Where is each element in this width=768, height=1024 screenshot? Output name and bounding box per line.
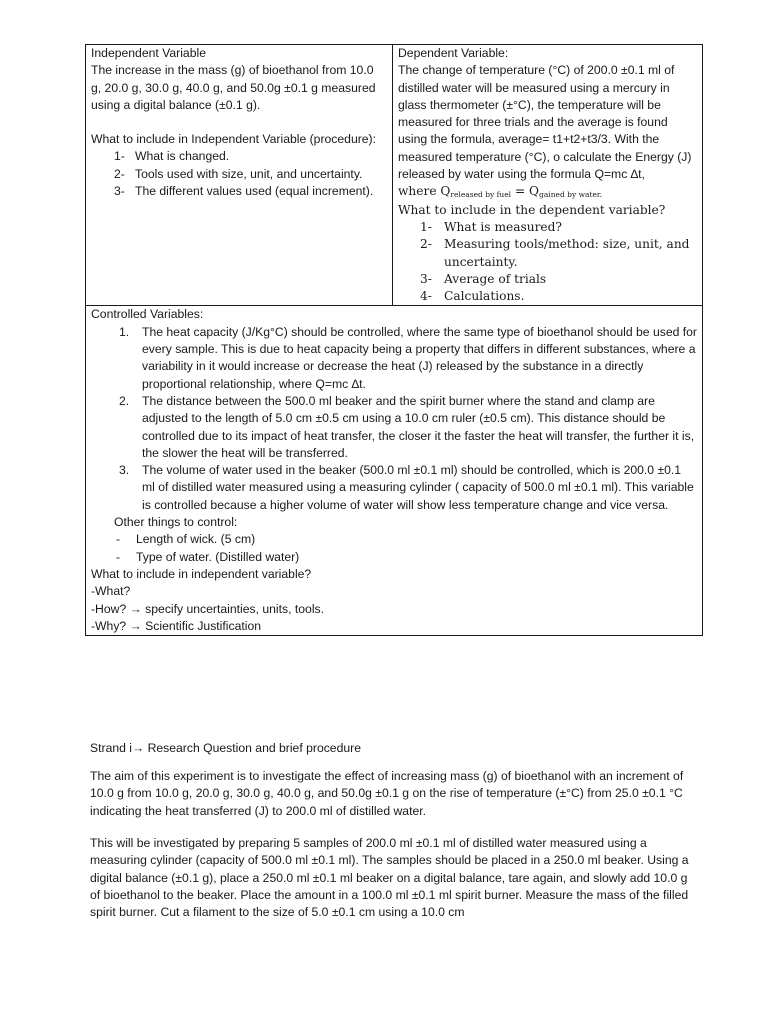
controlled-include-title: What to include in independent variable?: [91, 566, 312, 581]
controlled-variables-cell: [86, 306, 703, 636]
list-item: 3- Average of trials: [420, 271, 547, 286]
dependent-include-title: What to include in the dependent variable?: [398, 202, 666, 217]
controlled-variables-heading: Controlled Variables:: [91, 307, 204, 322]
variables-table: [85, 44, 703, 636]
procedure-paragraph: [90, 835, 690, 921]
dependent-include-list: [398, 219, 697, 305]
list-item: 1- What is changed.: [114, 149, 230, 164]
controlled-variables-list: [91, 324, 697, 514]
aim-paragraph: [90, 768, 690, 820]
list-item: 3- The different values used (equal increment).: [114, 184, 374, 199]
list-item: 1. The heat capacity (J/Kg°C) should be controlled, where the same type of bioethanol should be used for every sample. This is due to heat capacity being a property that differs in different substances, where a variability in it would increase or decrease the heat (J) released by the substance in a directly proportional relationship, where Q=mc ∆t.: [119, 324, 697, 391]
dependent-variable-text: The change of temperature (°C) of 200.0 ±0.1 ml of distilled water will be measured using a mercury in glass thermometer (±°C), the temperature will be measured for three trials and the average is found using the formula, average= t1+t2+t3/3. With the measured temperature (°C), o calculate the Energy (J) released by water using the formula Q=mc ∆t,: [398, 63, 692, 182]
list-item: 2- Tools used with size, unit, and uncertainty.: [114, 166, 363, 181]
list-item: 4- Calculations.: [420, 289, 525, 304]
list-item: - Length of wick. (5 cm): [116, 532, 256, 547]
independent-include-list: [91, 148, 387, 200]
independent-variable-cell: [86, 45, 393, 306]
list-item: 2- Measuring tools/method: size, unit, and uncertainty.: [420, 237, 690, 269]
table-row: [86, 45, 703, 306]
independent-variable-heading: Independent Variable: [91, 46, 206, 60]
list-item: - Type of water. (Distilled water): [116, 549, 300, 564]
procedure-text: This will be investigated by preparing 5 samples of 200.0 ml ±0.1 ml of distilled water measured using a measuring cylinder (capacity of 500.0 ml ±0.1 ml). The samples should be placed in a 250.0 ml beaker. Using a digital balance (±0.1 g), place a 250.0 ml ±0.1 ml beaker on a digital balance, tare again, and slowly add 10.0 g of bioethanol to the beaker. Place the amount in a 100.0 ml ±0.1 ml spirit burner. Measure the mass of the filled spirit burner. Cut a filament to the size of 5.0 ±0.1 cm using a 10.0 cm: [90, 836, 689, 920]
controlled-what: -What?: [91, 584, 131, 599]
list-item: 1- What is measured?: [420, 219, 562, 234]
controlled-why: -Why? → Scientific Justification: [91, 618, 262, 633]
table-row: [86, 306, 703, 636]
aim-text: The aim of this experiment is to investigate the effect of increasing mass (g) of bioethanol with an increment of 10.0 g from 10.0 g, 20.0 g, 30.0 g, 40.0 g, and 50.0g ±0.1 g on the rise of temperature (±°C) from 25.0 ±0.1 °C indicating the heat transferred (J) to 200.0 ml of distilled water.: [90, 769, 684, 818]
independent-include-title: What to include in Independent Variable (procedure):: [91, 132, 377, 147]
independent-variable-text: The increase in the mass (g) of bioethanol from 10.0 g, 20.0 g, 30.0 g, 40.0 g, and 50.0g ±0.1 g measured using a digital balance (±0.1 g).: [91, 63, 376, 112]
dependent-variable-cell: [393, 45, 703, 306]
list-item: 3. The volume of water used in the beaker (500.0 ml ±0.1 ml) should be controlled, which is 200.0 ±0.1 ml of distilled water measured using a measuring cylinder ( capacity of 500.0 ml ±0.1 ml). This variable is controlled because a higher volume of water will show less temperature change and vice versa.: [119, 463, 694, 512]
other-controls-list: [91, 531, 697, 566]
controlled-how: -How? → specify uncertainties, units, tools.: [91, 601, 325, 616]
dependent-variable-heading: Dependent Variable:: [398, 46, 509, 60]
strand-heading: [90, 740, 690, 757]
list-item: 2. The distance between the 500.0 ml beaker and the spirit burner where the stand and clamp are adjusted to the length of 5.0 cm ±0.5 cm using a 10.0 cm ruler (±0.5 cm). This distance should be controlled due to its impact of heat transfer, the closer it the faster the heat will transfer, the further it is, the slower the heat will be transferred.: [119, 393, 695, 460]
strand-heading-text: Strand i→ Research Question and brief procedure: [90, 741, 361, 755]
other-controls-title: Other things to control:: [114, 515, 238, 530]
energy-equation: where Qreleased by fuel = Qgained by water.: [398, 184, 603, 200]
